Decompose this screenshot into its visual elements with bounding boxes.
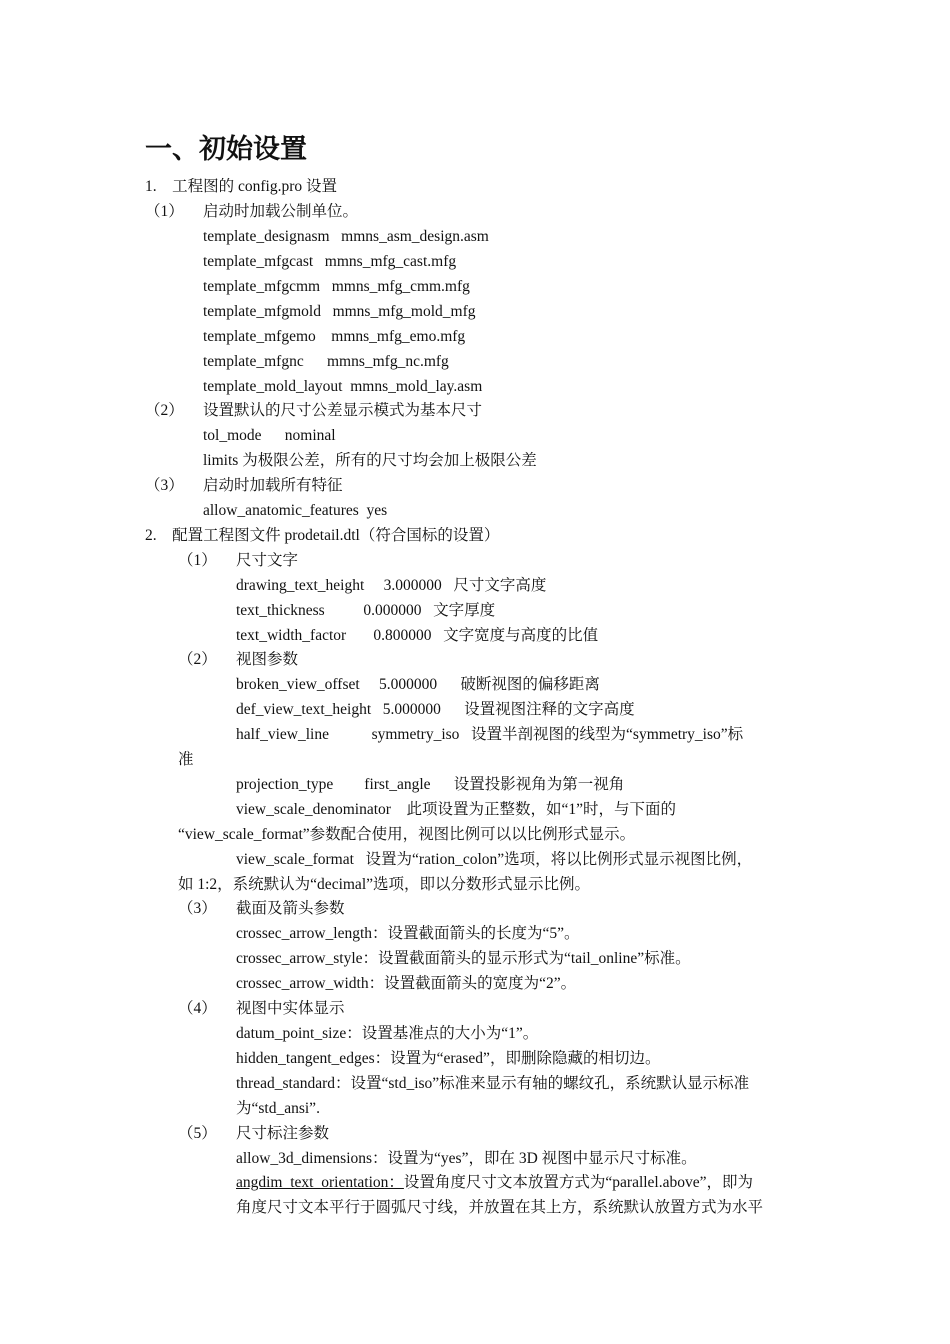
config-line: template_mfgcmm mmns_mfg_cmm.mfg [203,278,470,295]
config-line: template_mfgnc mmns_mfg_nc.mfg [203,353,449,370]
section-2-item-4-title: 视图中实体显示 [236,1000,345,1017]
config-line-continuation: 为“std_ansi”. [236,1100,320,1117]
page-title: 一、初始设置 [145,134,307,165]
config-line: datum_point_size：设置基准点的大小为“1”。 [236,1025,539,1042]
config-line [236,1170,753,1195]
config-line: def_view_text_height 5.000000 设置视图注释的文字高度 [236,701,635,718]
section-1-item-1-title: 启动时加载公制单位。 [203,203,359,220]
section-2-item-2-title: 视图参数 [236,651,299,668]
config-line: view_scale_denominator 此项设置为正整数，如“1”时，与下面的 [236,801,676,818]
config-line: template_mfgmold mmns_mfg_mold_mfg [203,303,476,320]
section-1-item-1-number: （1） [145,203,184,220]
section-2-item-5-title: 尺寸标注参数 [236,1125,330,1142]
section-1-item-2-title: 设置默认的尺寸公差显示模式为基本尺寸 [203,402,483,419]
config-line: crossec_arrow_width：设置截面箭头的宽度为“2”。 [236,975,577,992]
config-note: limits 为极限公差，所有的尺寸均会加上极限公差 [203,452,537,469]
section-2-item-5-number: （5） [178,1125,217,1142]
config-line: template_mfgemo mmns_mfg_emo.mfg [203,328,466,345]
section-2-heading: 2. 配置工程图文件 prodetail.dtl（符合国标的设置） [145,527,500,544]
section-1-item-2-number: （2） [145,402,184,419]
config-line: hidden_tangent_edges：设置为“erased”，即删除隐藏的相切边。 [236,1050,661,1067]
config-line: projection_type first_angle 设置投影视角为第一视角 [236,776,625,793]
config-line: template_mfgcast mmns_mfg_cast.mfg [203,253,457,270]
config-line-continuation: 角度尺寸文本平行于圆弧尺寸线，并放置在其上方，系统默认放置方式为水平 [236,1199,764,1216]
config-line: allow_3d_dimensions：设置为“yes”，即在 3D 视图中显示尺寸标准。 [236,1150,697,1167]
config-line: tol_mode nominal [203,427,336,444]
config-line: broken_view_offset 5.000000 破断视图的偏移距离 [236,676,600,693]
config-line-continuation: 如 1:2，系统默认为“decimal”选项，即以分数形式显示比例。 [178,876,591,893]
section-1-item-3-title: 启动时加载所有特征 [203,477,343,494]
section-2-item-3-number: （3） [178,900,217,917]
config-line: view_scale_format 设置为“ration_colon”选项，将以比例形式显示视图比例， [236,851,753,868]
config-line: template_mold_layout mmns_mold_lay.asm [203,378,483,395]
config-line: text_thickness 0.000000 文字厚度 [236,602,496,619]
section-1-heading: 1. 工程图的 config.pro 设置 [145,178,338,195]
config-line: text_width_factor 0.800000 文字宽度与高度的比值 [236,627,599,644]
config-line: crossec_arrow_style：设置截面箭头的显示形式为“tail_online”标准。 [236,950,691,967]
config-line: crossec_arrow_length：设置截面箭头的长度为“5”。 [236,925,580,942]
section-1-item-3-number: （3） [145,477,184,494]
section-2-item-3-title: 截面及箭头参数 [236,900,345,917]
section-2-item-2-number: （2） [178,651,217,668]
angdim-parameter-label: angdim_text_orientation： [236,1174,404,1191]
section-2-item-4-number: （4） [178,1000,217,1017]
angdim-parameter-text: 设置角度尺寸文本放置方式为“parallel.above”，即为 [403,1174,754,1191]
config-line: drawing_text_height 3.000000 尺寸文字高度 [236,577,547,594]
section-2-item-1-number: （1） [178,552,217,569]
config-line: half_view_line symmetry_iso 设置半剖视图的线型为“symmetry_iso”标 [236,726,744,743]
config-line-continuation: 准 [178,751,194,768]
config-line: template_designasm mmns_asm_design.asm [203,228,489,245]
config-line-continuation: “view_scale_format”参数配合使用，视图比例可以以比例形式显示。 [178,826,636,843]
config-line: thread_standard：设置“std_iso”标准来显示有轴的螺纹孔，系统默认显示标准 [236,1075,750,1092]
config-line: allow_anatomic_features yes [203,502,388,519]
section-2-item-1-title: 尺寸文字 [236,552,299,569]
